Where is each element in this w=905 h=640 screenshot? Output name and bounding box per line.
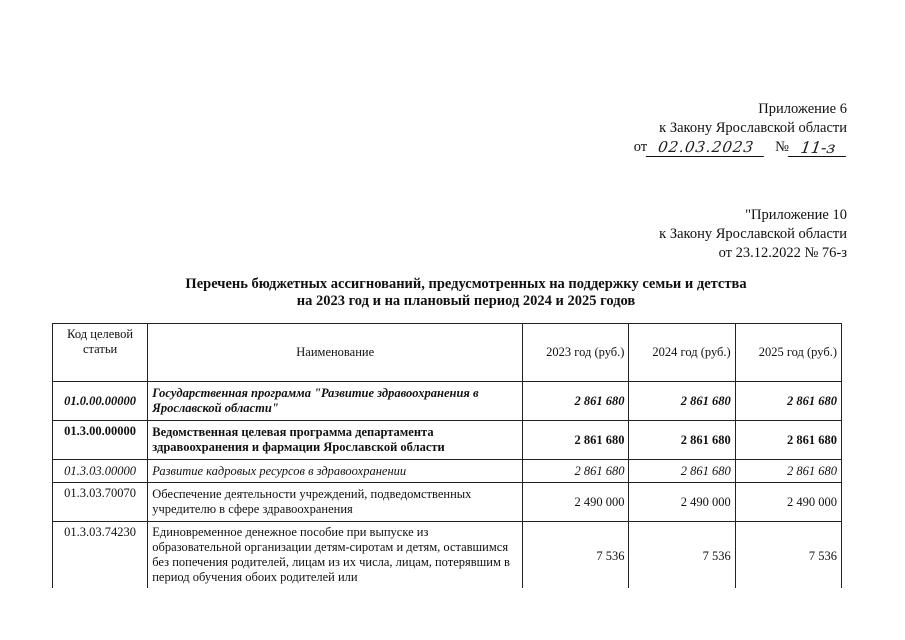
- row-2024: 2 861 680: [629, 460, 735, 483]
- appendix-6-label: Приложение 6: [758, 101, 847, 117]
- row-name: Развитие кадровых ресурсов в здравоохранении: [148, 460, 523, 483]
- table-row: [53, 382, 842, 421]
- table-row: [53, 421, 842, 460]
- row-2024: 2 861 680: [629, 421, 735, 460]
- row-2023: 2 861 680: [523, 421, 629, 460]
- row-2025: 2 861 680: [735, 382, 841, 421]
- appendix-6-date-line: [634, 138, 847, 157]
- row-2024: 2 490 000: [629, 483, 735, 522]
- row-2023: 2 490 000: [523, 483, 629, 522]
- table-row: [53, 522, 842, 591]
- row-name: Обеспечение деятельности учреждений, подведомственных учредителю в сфере здравоохранения: [148, 483, 523, 522]
- header-code: Код целевой статьи: [53, 324, 148, 382]
- handwritten-date: 02.03.2023: [646, 139, 767, 157]
- row-code: 01.3.03.00000: [53, 460, 148, 483]
- row-code: 01.0.00.00000: [53, 382, 148, 421]
- budget-table: [52, 323, 842, 591]
- row-2024: 2 861 680: [629, 382, 735, 421]
- appendix-10-label: "Приложение 10: [745, 207, 847, 223]
- row-name: Государственная программа "Развитие здравоохранения в Ярославской области": [148, 382, 523, 421]
- header-name: Наименование: [148, 324, 523, 382]
- row-code: 01.3.00.00000: [53, 421, 148, 460]
- row-2025: 2 861 680: [735, 460, 841, 483]
- row-2025: 2 861 680: [735, 421, 841, 460]
- appendix-10-header: [659, 206, 847, 263]
- table-row: [53, 483, 842, 522]
- row-2023: 2 861 680: [523, 460, 629, 483]
- header-2024: 2024 год (руб.): [629, 324, 735, 382]
- appendix-6-law-ref: к Закону Ярославской области: [659, 120, 847, 136]
- number-label: №: [775, 139, 789, 155]
- page-bottom-margin: [0, 588, 905, 640]
- row-2025: 7 536: [735, 522, 841, 591]
- header-2025: 2025 год (руб.): [735, 324, 841, 382]
- table-header-row: [53, 324, 842, 382]
- row-code: 01.3.03.70070: [53, 483, 148, 522]
- table-row: [53, 460, 842, 483]
- handwritten-number: 11-з: [788, 139, 849, 157]
- title-line-2: на 2023 год и на плановый период 2024 и 2025 годов: [296, 293, 636, 309]
- row-name: Ведомственная целевая программа департамента здравоохранения и фармации Ярославской области: [148, 421, 523, 460]
- from-label: от: [633, 139, 648, 155]
- row-2024: 7 536: [629, 522, 735, 591]
- appendix-10-law-ref: к Закону Ярославской области: [659, 226, 847, 242]
- row-2023: 2 861 680: [523, 382, 629, 421]
- appendix-6-header: [634, 100, 847, 157]
- row-2023: 7 536: [523, 522, 629, 591]
- row-name: Единовременное денежное пособие при выпуске из образовательной организации детям-сиротам и детям, оставшимся без попечения родителей, лицам из их числа, лицам, потерявшим в период обучения обоих родителей или: [148, 522, 523, 591]
- header-2023: 2023 год (руб.): [523, 324, 629, 382]
- row-code: 01.3.03.74230: [53, 522, 148, 591]
- row-2025: 2 490 000: [735, 483, 841, 522]
- appendix-10-date: от 23.12.2022 № 76-з: [718, 245, 847, 261]
- title-line-1: Перечень бюджетных ассигнований, предусмотренных на поддержку семьи и детства: [185, 276, 747, 292]
- document-title: [60, 276, 872, 310]
